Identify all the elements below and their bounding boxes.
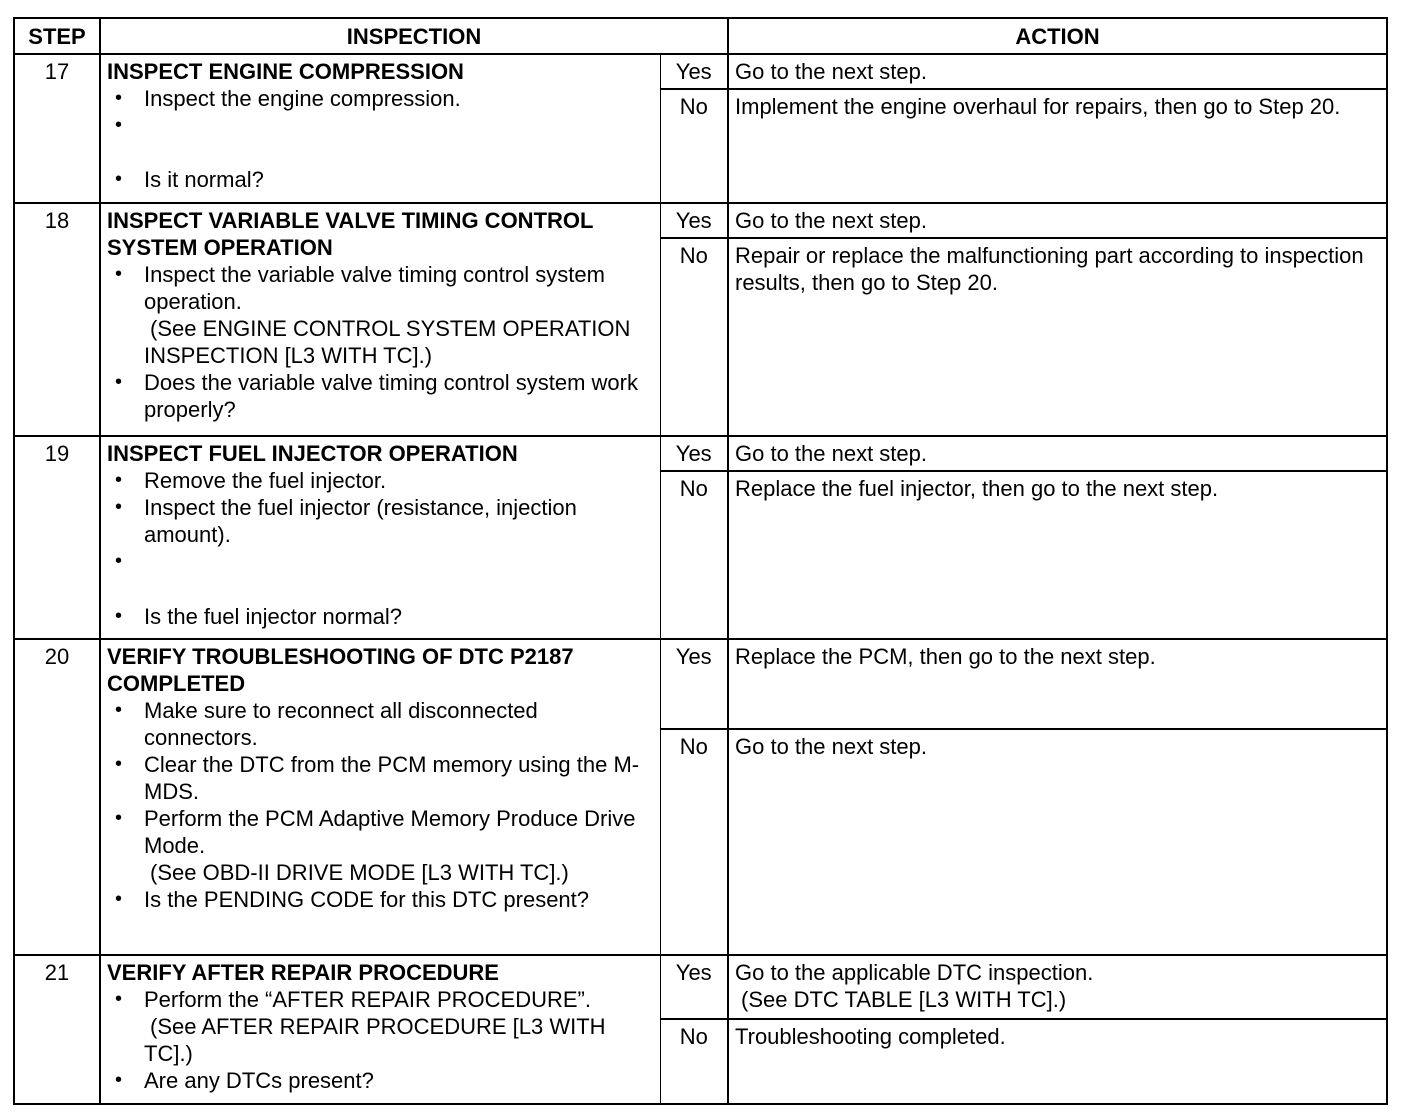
no-label: No [660, 471, 728, 639]
inspection-list [107, 467, 654, 630]
step-number: 21 [14, 955, 100, 1104]
yes-action: Replace the PCM, then go to the next step. [728, 639, 1387, 729]
inspection-cell [100, 436, 660, 639]
list-item-text: Perform the PCM Adaptive Memory Produce Drive Mode. [144, 806, 636, 858]
list-item: • Inspect the fuel injector (resistance, injection amount). [107, 494, 654, 548]
list-item: • Inspect the engine compression. [107, 85, 654, 112]
no-label: No [660, 238, 728, 436]
yes-label: Yes [660, 54, 728, 89]
reference-link[interactable]: (See AFTER REPAIR PROCEDURE [L3 WITH TC].) [144, 1014, 606, 1066]
inspection-cell [100, 54, 660, 203]
step-number: 20 [14, 639, 100, 955]
no-label: No [660, 1019, 728, 1104]
yes-action: Go to the next step. [728, 54, 1387, 89]
inspection-cell [100, 639, 660, 955]
yes-label: Yes [660, 639, 728, 729]
list-item [107, 261, 654, 369]
list-item: • Make sure to reconnect all disconnected connectors. [107, 697, 654, 751]
inspection-cell [100, 203, 660, 436]
yes-label: Yes [660, 203, 728, 238]
inspection-title: INSPECT VARIABLE VALVE TIMING CONTROL SYSTEM OPERATION [107, 208, 594, 260]
inspection-list [107, 261, 654, 423]
list-item [107, 805, 654, 886]
header-row [14, 18, 1387, 54]
no-action: Go to the next step. [728, 729, 1387, 955]
step-number: 18 [14, 203, 100, 436]
table-row [14, 436, 1387, 471]
list-item: • Clear the DTC from the PCM memory using the M-MDS. [107, 751, 654, 805]
reference-link[interactable]: (See DTC TABLE [L3 WITH TC].) [741, 987, 1067, 1012]
yes-action: Go to the next step. [728, 436, 1387, 471]
list-item [107, 986, 654, 1067]
table-row [14, 639, 1387, 729]
table-row [14, 54, 1387, 89]
step-number: 19 [14, 436, 100, 639]
troubleshooting-table [13, 17, 1388, 1105]
inspection-cell [100, 955, 660, 1104]
list-item: • Are any DTCs present? [107, 1067, 654, 1094]
list-item-text: Perform the “AFTER REPAIR PROCEDURE”. [144, 987, 591, 1012]
inspection-title: VERIFY AFTER REPAIR PROCEDURE [107, 960, 499, 985]
table-row [14, 203, 1387, 238]
inspection-list [107, 986, 654, 1094]
yes-action: Go to the next step. [728, 203, 1387, 238]
step-number: 17 [14, 54, 100, 203]
no-action: Replace the fuel injector, then go to the next step. [728, 471, 1387, 639]
spacer [107, 548, 654, 603]
list-item: • Is the PENDING CODE for this DTC present? [107, 886, 654, 913]
header-inspection: INSPECTION [100, 18, 728, 54]
yes-action-cell [728, 955, 1387, 1019]
inspection-list [107, 85, 654, 193]
no-action: Implement the engine overhaul for repairs, then go to Step 20. [728, 89, 1387, 203]
list-item: • Is it normal? [107, 166, 654, 193]
reference-link[interactable]: (See OBD-II DRIVE MODE [L3 WITH TC].) [150, 860, 569, 885]
reference-link[interactable]: (See ENGINE CONTROL SYSTEM OPERATION INSPECTION [L3 WITH TC].) [144, 316, 631, 368]
inspection-list [107, 697, 654, 913]
inspection-title: INSPECT ENGINE COMPRESSION [107, 59, 464, 84]
yes-label: Yes [660, 955, 728, 1019]
no-action: Troubleshooting completed. [728, 1019, 1387, 1104]
list-item: • Does the variable valve timing control system work properly? [107, 369, 654, 423]
no-label: No [660, 729, 728, 955]
header-step: STEP [14, 18, 100, 54]
list-item-text: Inspect the variable valve timing control system operation. [144, 262, 605, 314]
list-item: • Remove the fuel injector. [107, 467, 654, 494]
yes-action: Go to the applicable DTC inspection. [735, 960, 1094, 985]
no-action: Repair or replace the malfunctioning part according to inspection results, then go to Step 20. [728, 238, 1387, 436]
table-row [14, 955, 1387, 1019]
yes-label: Yes [660, 436, 728, 471]
list-item: • Is the fuel injector normal? [107, 603, 654, 630]
inspection-title: VERIFY TROUBLESHOOTING OF DTC P2187 COMPLETED [107, 644, 574, 696]
no-label: No [660, 89, 728, 203]
spacer [107, 112, 654, 166]
header-action: ACTION [728, 18, 1387, 54]
inspection-title: INSPECT FUEL INJECTOR OPERATION [107, 441, 518, 466]
